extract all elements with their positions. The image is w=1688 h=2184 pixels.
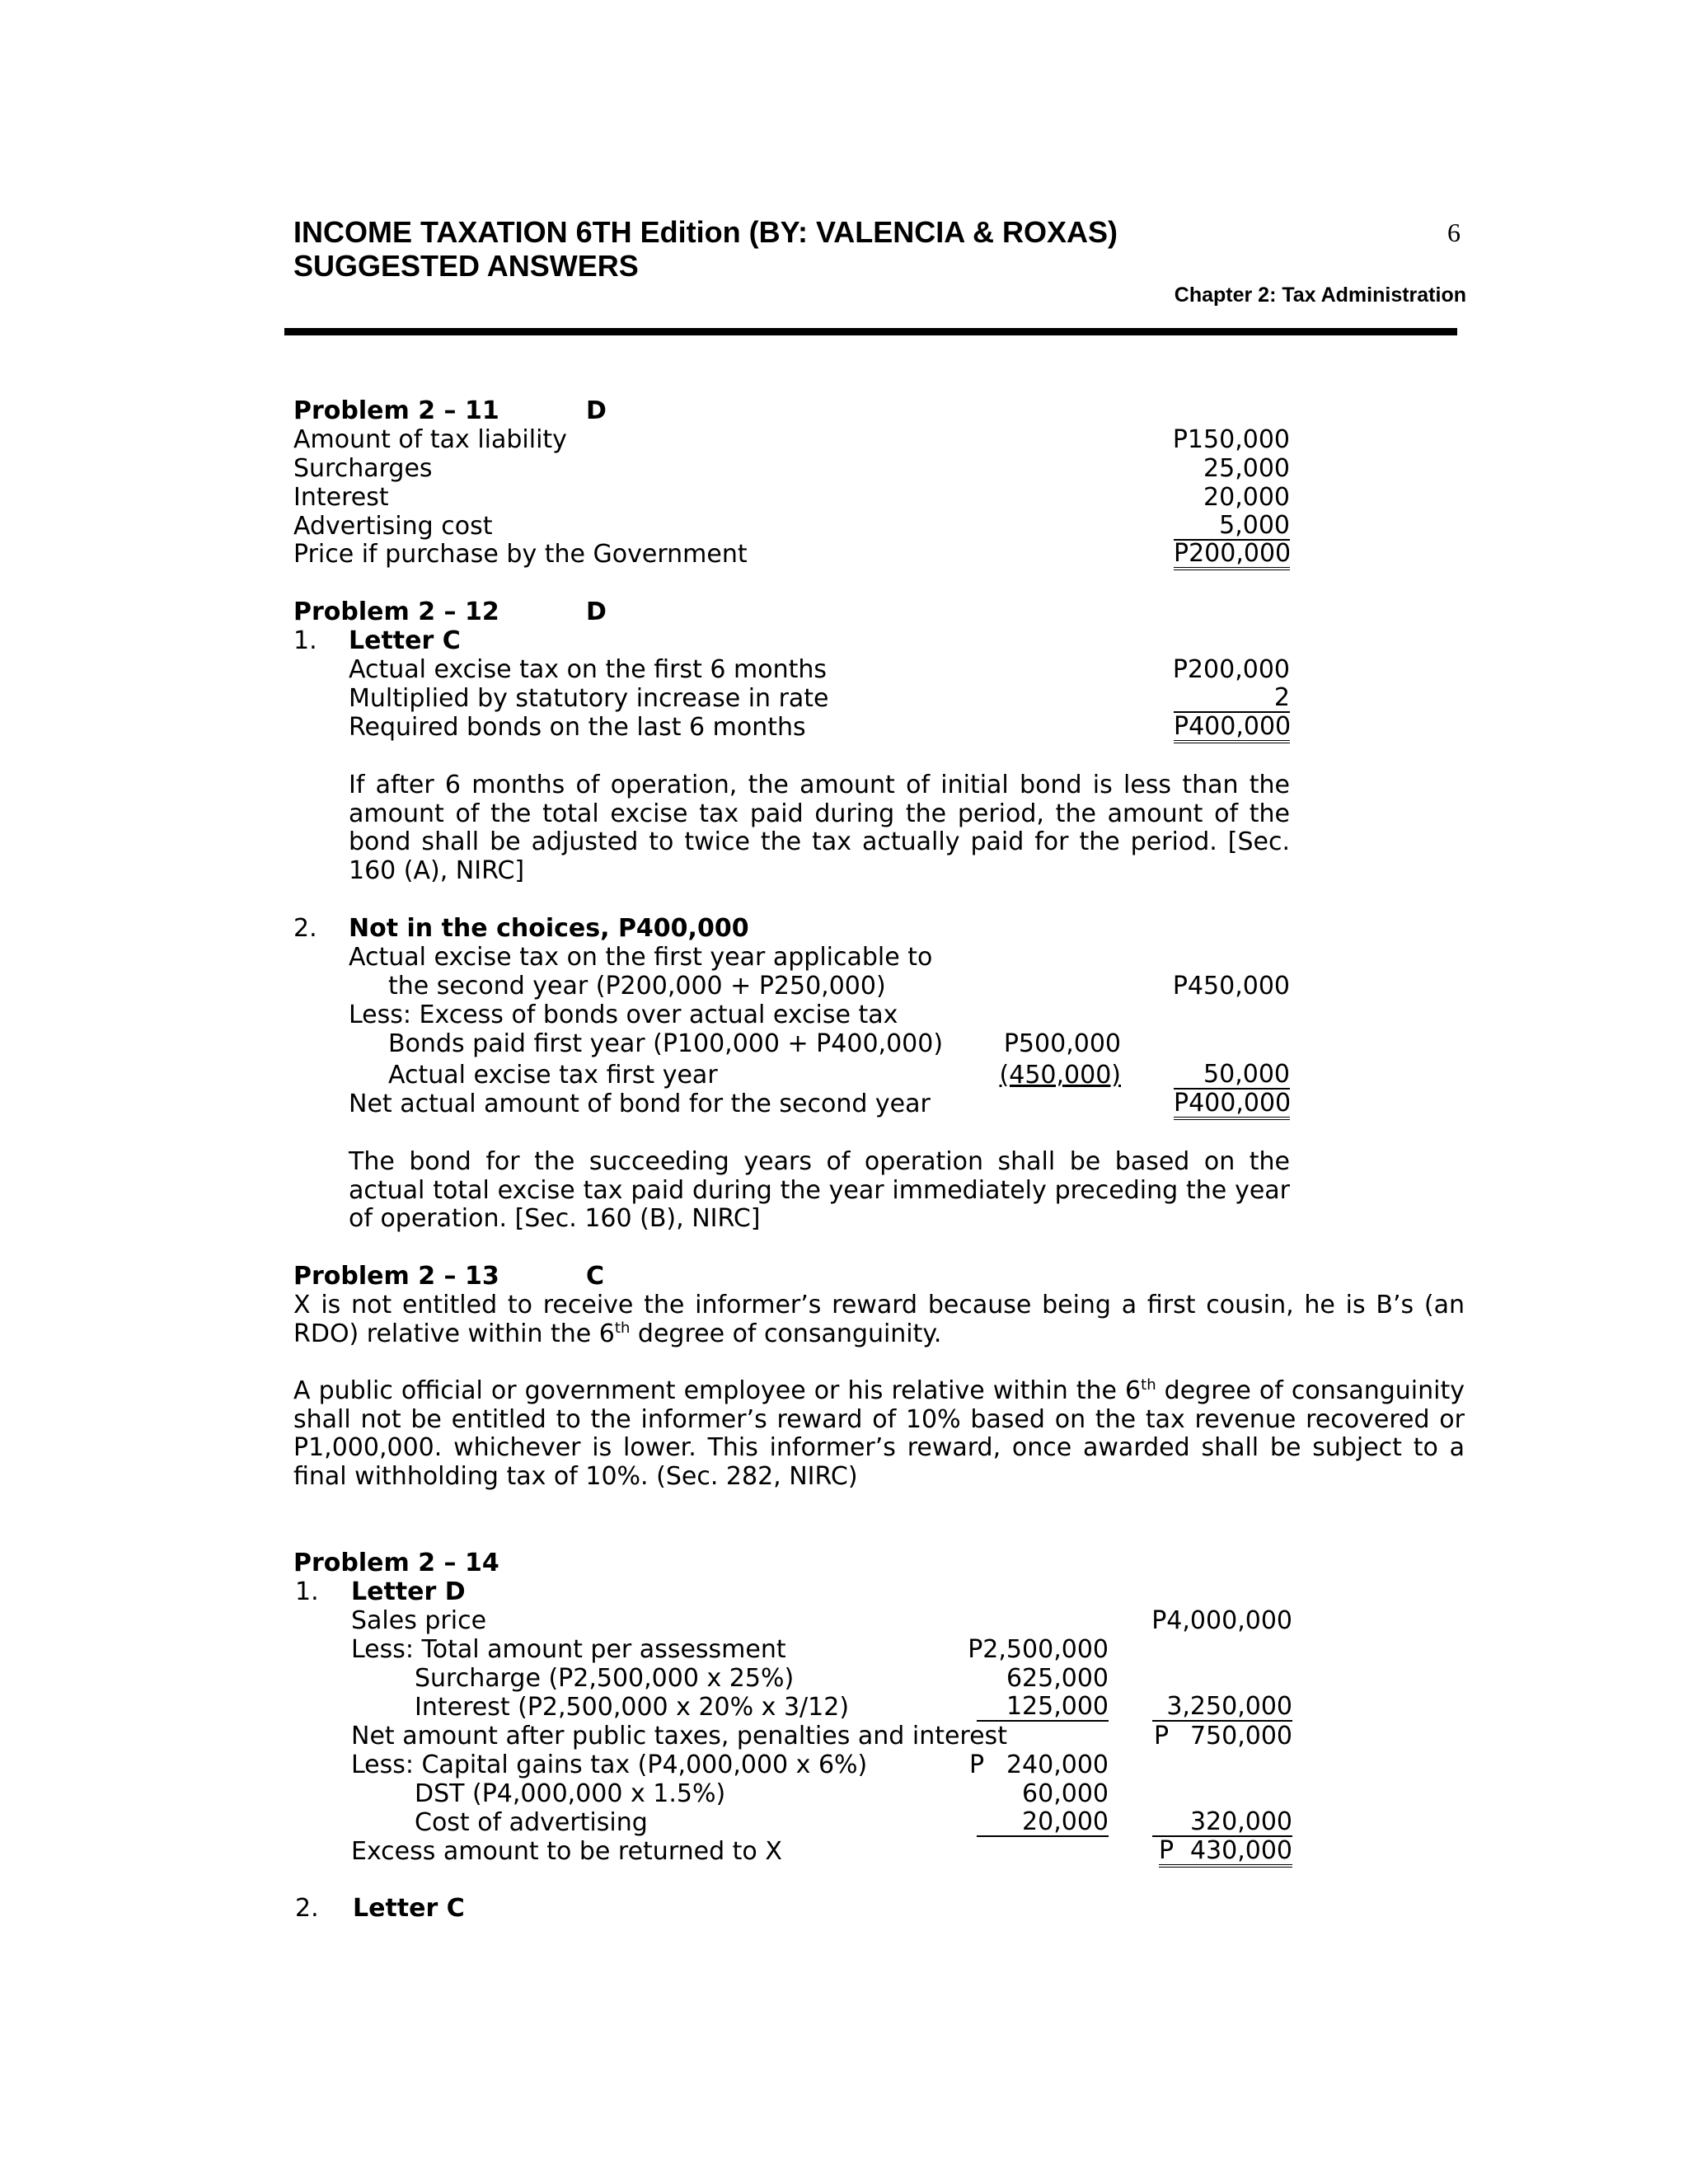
explanation-paragraph: A public official or government employee or his relative within the 6th degree of consanguinity shall not be entitled to the informer’s reward of 10% based on the tax revenue recovered or P1,000,000. whichever is lower. This informer’s reward, once awarded shall be subject to a final withholding tax of 10%. (Sec. 282, NIRC): [293, 1376, 1465, 1492]
row-value: P150,000: [1172, 425, 1290, 454]
item-title: Letter C: [353, 1894, 465, 1923]
item-number: 1.: [293, 626, 317, 655]
document-title: INCOME TAXATION 6TH Edition (BY: VALENCIA & ROXAS): [293, 215, 1118, 249]
item-number: 2.: [295, 1894, 319, 1923]
problem-answer: D: [586, 396, 607, 425]
row-label: Actual excise tax first year: [388, 1061, 718, 1090]
problem-heading: Problem 2 – 11: [293, 396, 499, 425]
row-subvalue: (450,000): [999, 1061, 1121, 1090]
total-value: P200,000: [1174, 541, 1290, 570]
total-value: P400,000: [1174, 1090, 1290, 1120]
row-label: DST (P4,000,000 x 1.5%): [415, 1779, 726, 1808]
row-label: Actual excise tax on the first year applicable to: [349, 943, 933, 972]
problem-heading: Problem 2 – 12: [293, 598, 499, 626]
problem-heading: Problem 2 – 13: [293, 1262, 499, 1291]
row-label: Net actual amount of bond for the second year: [349, 1090, 931, 1118]
row-label: Net amount after public taxes, penalties and interest: [351, 1722, 1007, 1750]
row-label: Surcharges: [293, 454, 433, 483]
row-subvalue: 625,000: [1006, 1664, 1109, 1693]
explanation-paragraph: The bond for the succeeding years of operation shall be based on the actual total excise tax paid during the year immediately preceding the year of operation. [Sec. 160 (B), NIRC]: [349, 1147, 1290, 1234]
row-value: 5,000: [1174, 513, 1290, 541]
row-value: 320,000: [1152, 1809, 1292, 1837]
row-label: Price if purchase by the Government: [293, 540, 748, 569]
item-number: 2.: [293, 914, 317, 943]
row-label: Amount of tax liability: [293, 425, 567, 454]
row-label: Less: Excess of bonds over actual excise tax: [349, 1001, 898, 1029]
chapter-title: Chapter 2: Tax Administration: [1174, 284, 1466, 307]
header-divider: [284, 328, 1457, 335]
problem-heading: Problem 2 – 14: [293, 1549, 499, 1577]
row-subvalue: 125,000: [977, 1694, 1109, 1722]
row-label: Required bonds on the last 6 months: [349, 713, 806, 742]
problem-answer: D: [586, 598, 607, 626]
row-label: Multiplied by statutory increase in rate: [349, 684, 829, 713]
row-value: 50,000: [1174, 1062, 1290, 1090]
total-value: P 430,000: [1159, 1838, 1292, 1868]
row-value: 750,000: [1189, 1722, 1292, 1750]
row-value: P200,000: [1172, 655, 1290, 684]
total-value: P400,000: [1174, 714, 1290, 743]
row-label: Interest: [293, 483, 389, 512]
row-label: Less: Total amount per assessment: [351, 1635, 786, 1664]
row-label: Interest (P2,500,000 x 20% x 3/12): [415, 1693, 850, 1722]
item-number: 1.: [295, 1577, 319, 1606]
row-value: 2: [1174, 685, 1290, 713]
row-value: P4,000,000: [1151, 1606, 1292, 1635]
problem-answer: C: [586, 1262, 605, 1291]
row-label: Less: Capital gains tax (P4,000,000 x 6%): [351, 1750, 868, 1779]
row-label: the second year (P200,000 + P250,000): [388, 972, 886, 1001]
row-label: Sales price: [351, 1606, 487, 1635]
row-subvalue: 60,000: [1022, 1779, 1109, 1808]
row-subvalue: 240,000: [1006, 1750, 1109, 1779]
row-label: Surcharge (P2,500,000 x 25%): [415, 1664, 795, 1693]
row-subvalue: P2,500,000: [968, 1635, 1109, 1664]
currency-symbol: P: [1154, 1722, 1170, 1750]
row-label: Bonds paid first year (P100,000 + P400,000): [388, 1029, 944, 1058]
item-title: Not in the choices, P400,000: [349, 914, 749, 943]
currency-symbol: P: [969, 1750, 985, 1779]
row-subvalue: 20,000: [977, 1809, 1109, 1837]
page-number: 6: [1447, 218, 1461, 247]
row-label: Cost of advertising: [415, 1808, 648, 1837]
row-value: 3,250,000: [1152, 1694, 1292, 1722]
item-title: Letter C: [349, 626, 461, 655]
row-label: Excess amount to be returned to X: [351, 1837, 782, 1866]
row-value: P450,000: [1172, 972, 1290, 1001]
explanation-paragraph: If after 6 months of operation, the amount of initial bond is less than the amount of the total excise tax paid during the period, the amount of the bond shall be adjusted to twice the tax actually paid for the period. [Sec. 160 (A), NIRC]: [349, 771, 1290, 886]
item-title: Letter D: [351, 1577, 466, 1606]
row-value: 25,000: [1203, 454, 1290, 483]
row-label: Actual excise tax on the first 6 months: [349, 655, 828, 684]
document-subtitle: SUGGESTED ANSWERS: [293, 249, 639, 283]
row-label: Advertising cost: [293, 512, 493, 541]
explanation-paragraph: X is not entitled to receive the informer’s reward because being a first cousin, he is B’s (an RDO) relative within the 6th degree of consanguinity.: [293, 1291, 1465, 1348]
row-value: 20,000: [1203, 483, 1290, 512]
row-subvalue: P500,000: [1003, 1029, 1121, 1058]
